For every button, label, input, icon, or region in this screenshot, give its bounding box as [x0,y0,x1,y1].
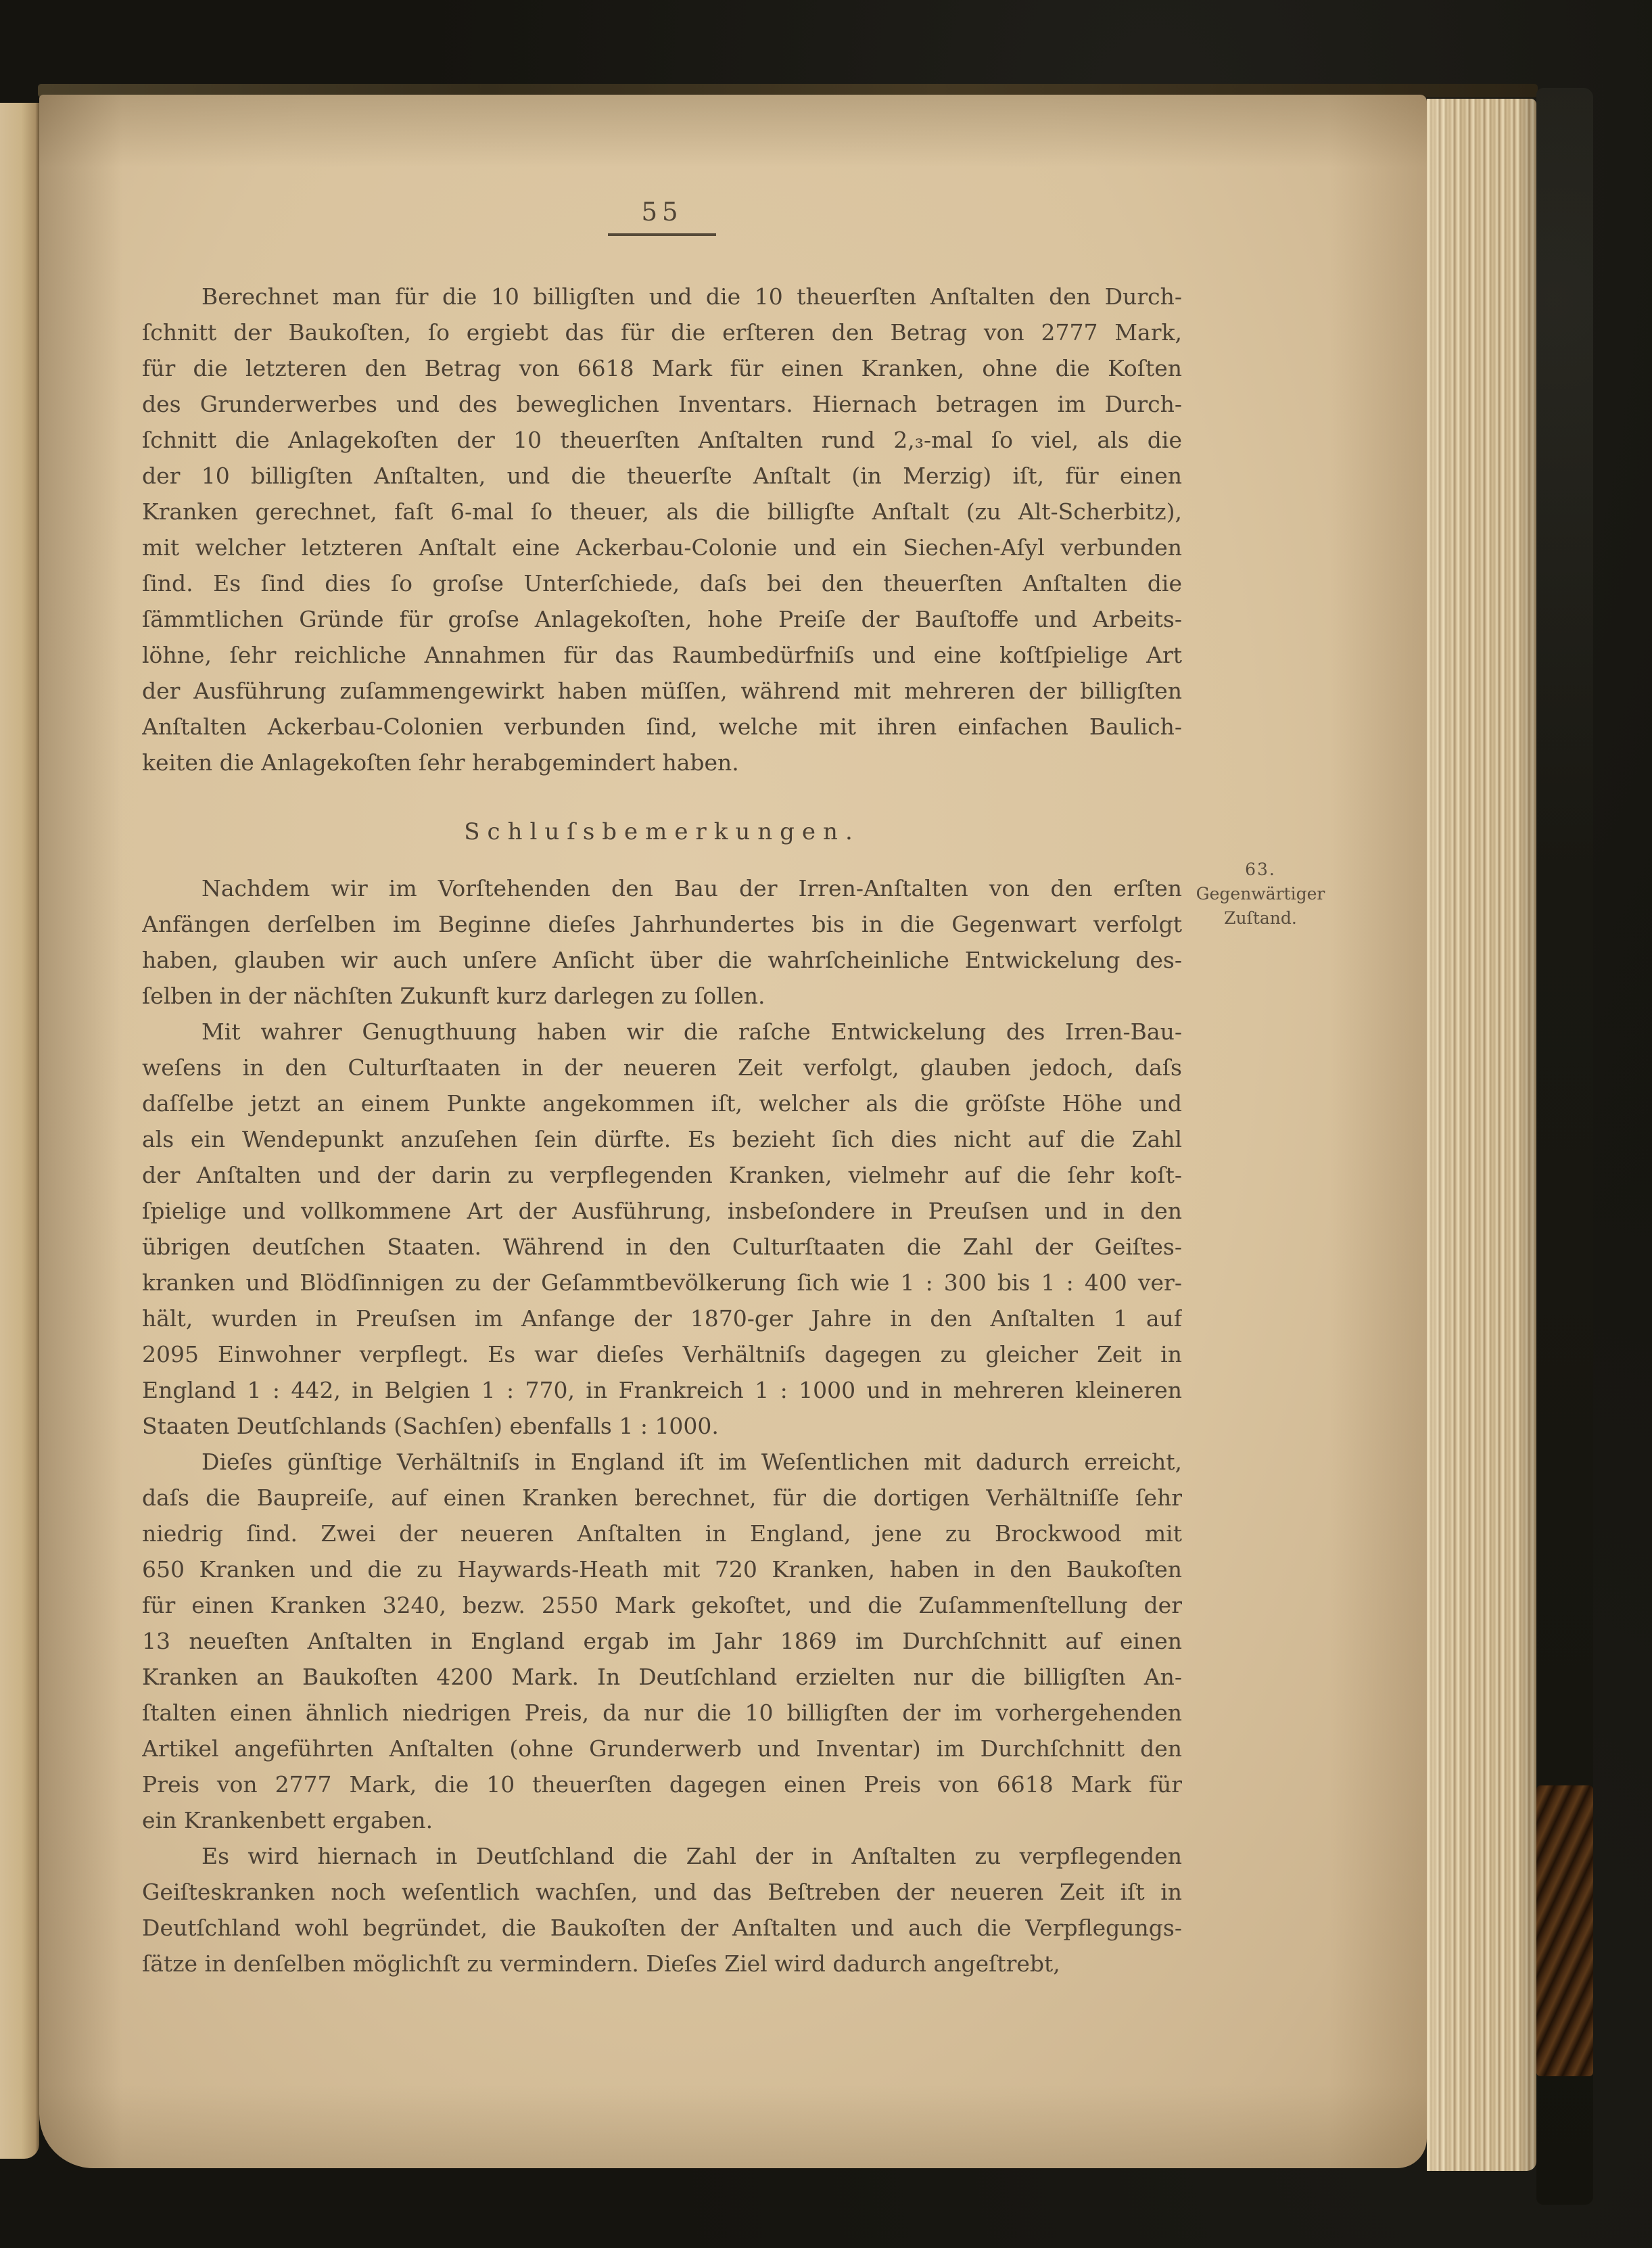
text-line: Anfängen derſelben im Beginne dieſes Jahrhundertes bis in die Gegenwart verfolgt [142,911,1182,937]
text-line: Deutſchland wohl begründet, die Baukoſten der Anſtalten und auch die Verpflegungs- [142,1915,1182,1941]
text-line: hält, wurden in Preuſsen im Anfange der 1870-ger Jahre in den Anſtalten 1 auf [142,1305,1182,1332]
leather-cover-edge [1536,88,1593,2205]
text-line: mit welcher letzteren Anſtalt eine Ackerbau-Colonie und ein Siechen-Aſyl verbunden [142,534,1182,561]
text-line: Dieſes günſtige Verhältniſs in England iſt im Weſentlichen mit dadurch erreicht, [202,1449,1182,1475]
text-line: kranken und Blödſinnigen zu der Geſammtbevölkerung ſich wie 1 : 300 bis 1 : 400 ver- [142,1269,1182,1296]
book-page [39,95,1427,2168]
text-line: daſſelbe jetzt an einem Punkte angekommen iſt, welcher als die gröſste Höhe und [142,1090,1182,1117]
text-line: 650 Kranken und die zu Haywards-Heath mit 720 Kranken, haben in den Baukoſten [142,1556,1182,1583]
text-line: Berechnet man für die 10 billigſten und die 10 theuerſten Anſtalten den Durch- [202,283,1182,310]
text-line: keiten die Anlagekoſten ſehr herabgemindert haben. [142,749,739,776]
text-line: löhne, ſehr reichliche Annahmen für das Raumbedürfniſs und eine koſtſpielige Art [142,642,1182,668]
text-line: übrigen deutſchen Staaten. Während in den Culturſtaaten die Zahl der Geiſtes- [142,1234,1182,1260]
paragraph [142,1838,1182,1982]
text-line: ſchnitt der Baukoſten, ſo ergiebt das für die erſteren den Betrag von 2777 Mark, [142,319,1182,346]
text-line: der 10 billigſten Anſtalten, und die theuerſte Anſtalt (in Merzig) iſt, für einen [142,463,1182,489]
text-line: für die letzteren den Betrag von 6618 Mark für einen Kranken, ohne die Koſten [142,355,1182,381]
margin-note-line: Zuſtand. [1224,908,1297,928]
text-line: des Grunderwerbes und des beweglichen Inventars. Hiernach betragen im Durch- [142,391,1182,417]
fore-edge-page-stack [1427,99,1536,2171]
text-line: Anſtalten Ackerbau-Colonien verbunden ſind, welche mit ihren einfachen Baulich- [142,713,1182,740]
text-line: Staaten Deutſchlands (Sachſen) ebenfalls 1 : 1000. [142,1413,719,1439]
text-line: der Ausführung zuſammengewirkt haben müſſen, während mit mehreren der billigſten [142,678,1182,704]
previous-page-edge [0,103,39,2159]
text-line: haben, glauben wir auch unſere Anſicht über die wahrſcheinliche Entwickelung des- [142,947,1182,973]
margin-note-line: Gegenwärtiger [1196,884,1325,904]
text-line: Kranken gerechnet, faſt 6-mal ſo theuer, als die billigſte Anſtalt (zu Alt-Scherbitz), [142,498,1182,525]
text-line: ſelben in der nächſten Zukunft kurz darlegen zu ſollen. [142,983,765,1009]
text-line: ſind. Es ſind dies ſo groſse Unterſchiede, daſs bei den theuerſten Anſtalten die [142,570,1182,596]
text-line: Kranken an Baukoſten 4200 Mark. In Deutſchland erzielten nur die billigſten An- [142,1664,1182,1690]
text-line: 13 neueſten Anſtalten in England ergab im Jahr 1869 im Durchſchnitt auf einen [142,1628,1182,1654]
paragraph [142,1444,1182,1838]
text-line: England 1 : 442, in Belgien 1 : 770, in Frankreich 1 : 1000 und in mehreren kleineren [142,1377,1182,1403]
text-line: weſens in den Culturſtaaten in der neueren Zeit verfolgt, glauben jedoch, daſs [142,1054,1182,1081]
page-number-text: 55 [641,197,683,227]
text-line: als ein Wendepunkt anzuſehen ſein dürfte. Es bezieht ſich dies nicht auf die Zahl [142,1126,1182,1152]
text-line: ſätze in denſelben möglichſt zu vermindern. Dieſes Ziel wird dadurch angeſtrebt, [142,1950,1060,1977]
text-line: Preis von 2777 Mark, die 10 theuerſten dagegen einen Preis von 6618 Mark für [142,1771,1182,1798]
text-line: ſtalten einen ähnlich niedrigen Preis, da nur die 10 billigſten der im vorhergehenden [142,1700,1182,1726]
text-line: Mit wahrer Genugthuung haben wir die raſche Entwickelung des Irren-Bau- [202,1018,1182,1045]
marbled-leather-patch [1536,1785,1593,2076]
page-number [142,197,1182,236]
paragraph [142,870,1182,1014]
text-line: daſs die Baupreiſe, auf einen Kranken berechnet, für die dortigen Verhältniſſe ſehr [142,1484,1182,1511]
text-line: Geiſteskranken noch weſentlich wachſen, und das Beſtreben der neueren Zeit iſt in [142,1879,1182,1905]
section-heading: Schluſsbemerkungen. [464,818,860,845]
text-line: 2095 Einwohner verpflegt. Es war dieſes Verhältniſs dagegen zu gleicher Zeit in [142,1341,1182,1367]
text-line: für einen Kranken 3240, bezw. 2550 Mark gekoſtet, und die Zuſammenſtellung der [142,1592,1182,1618]
text-line: ſpielige und vollkommene Art der Ausführung, insbeſondere in Preuſsen und in den [142,1198,1182,1224]
text-line: niedrig ſind. Zwei der neueren Anſtalten in England, jene zu Brockwood mit [142,1520,1182,1547]
paragraph [142,279,1182,780]
page-number-rule [608,233,716,236]
text-line: ſchnitt die Anlagekoſten der 10 theuerſten Anſtalten rund 2,₃-mal ſo viel, als die [142,427,1182,453]
text-line: ein Krankenbett ergaben. [142,1807,433,1833]
body-text [142,279,1182,1982]
margin-note [1189,858,1332,931]
text-line: der Anſtalten und der darin zu verpflegenden Kranken, vielmehr auf die ſehr koſt- [142,1162,1182,1188]
text-line: ſämmtlichen Gründe für groſse Anlagekoſten, hohe Preiſe der Bauſtoffe und Arbeits- [142,606,1182,632]
text-line: Nachdem wir im Vorſtehenden den Bau der Irren-Anſtalten von den erſten [202,875,1182,901]
text-line: Artikel angeführten Anſtalten (ohne Grunderwerb und Inventar) im Durchſchnitt den [142,1735,1182,1762]
margin-note-number: 63. [1245,860,1276,879]
paragraph [142,1014,1182,1444]
text-line: Es wird hiernach in Deutſchland die Zahl der in Anſtalten zu verpflegenden [202,1843,1182,1869]
